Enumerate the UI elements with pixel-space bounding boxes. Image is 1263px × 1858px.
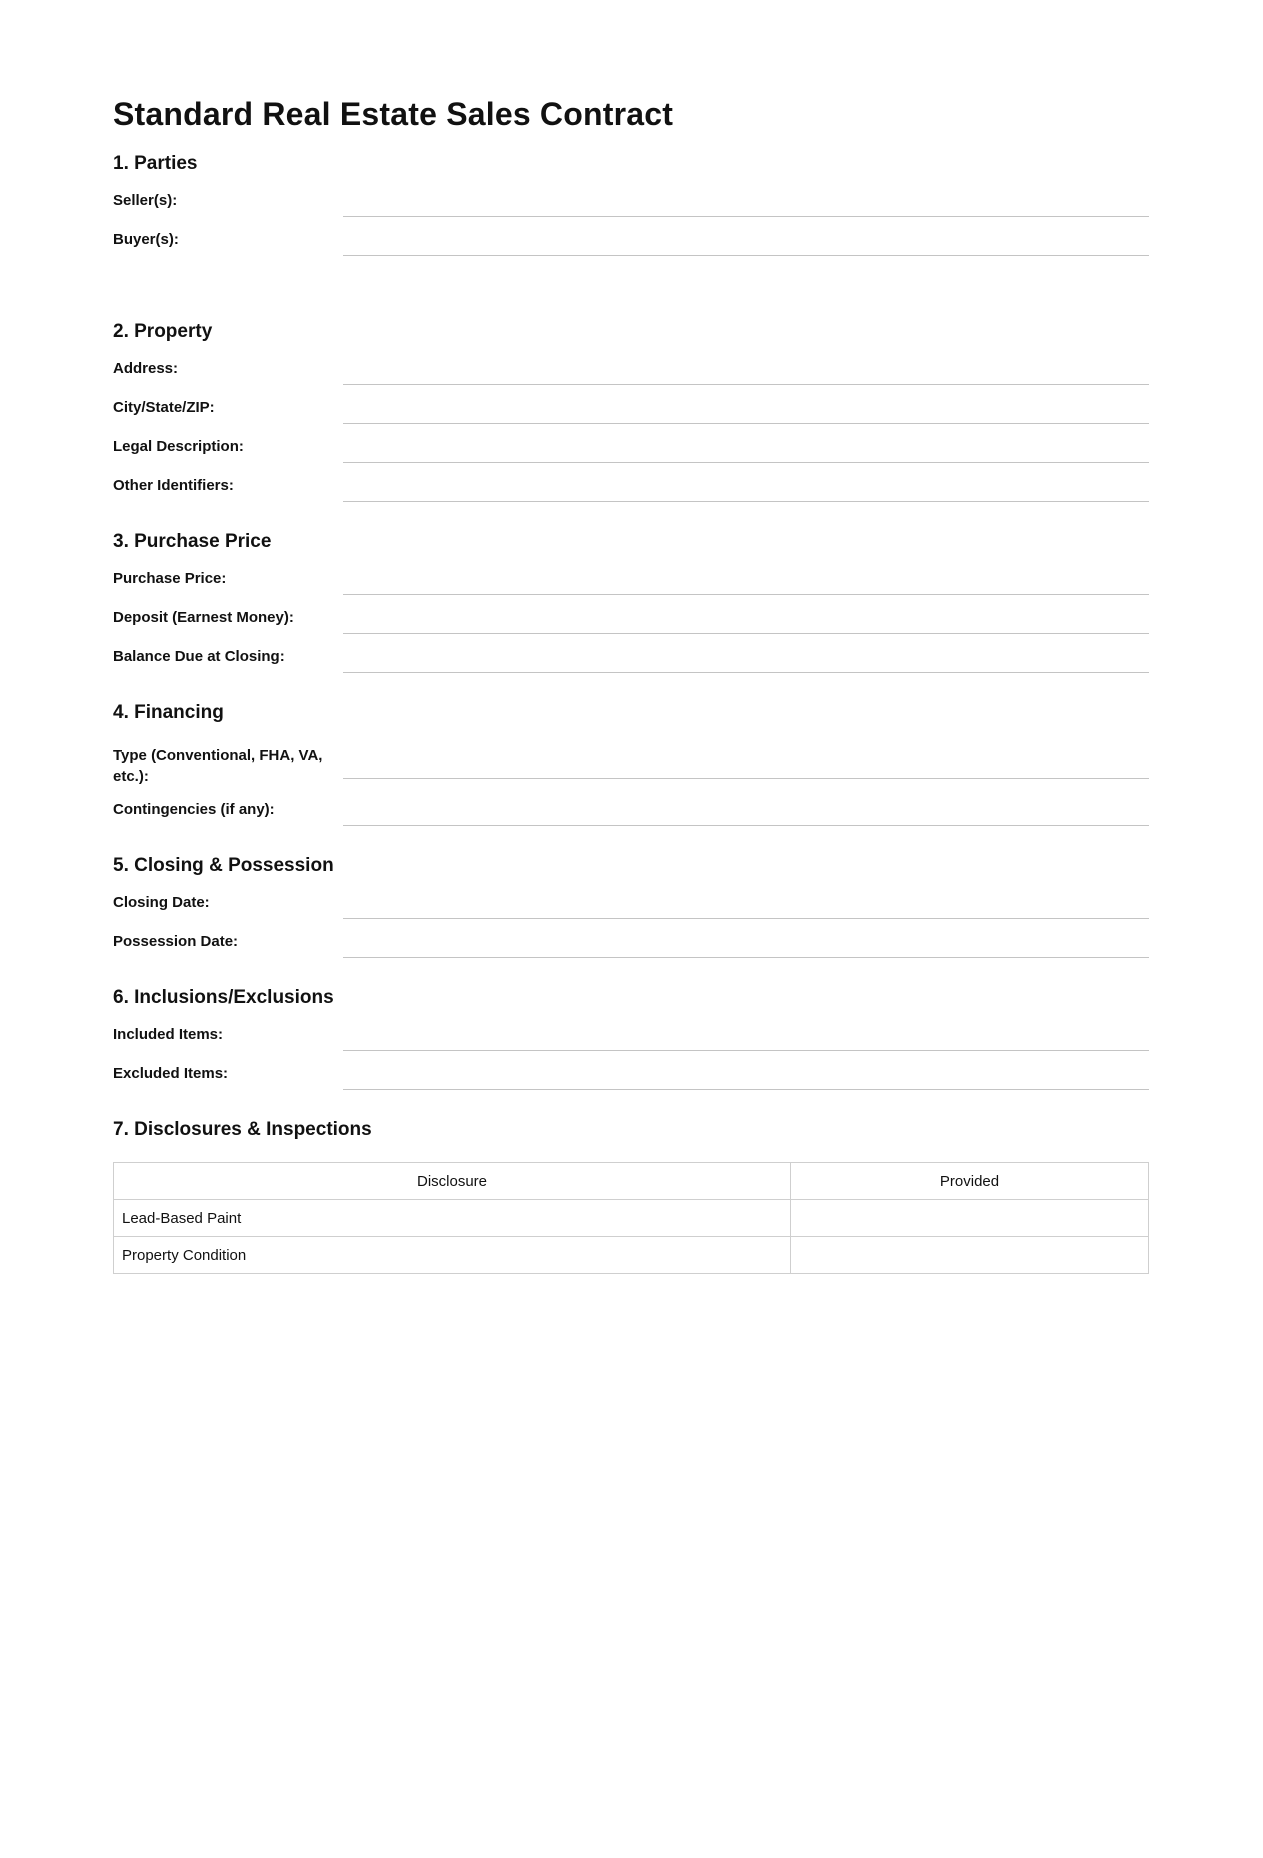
field-row-financing-type	[113, 727, 1149, 787]
field-label: Excluded Items:	[113, 1065, 229, 1082]
table-cell-provided[interactable]	[791, 1200, 1149, 1237]
possession-date-field[interactable]	[343, 957, 1149, 958]
section-closing	[113, 846, 1149, 958]
section-disclosures	[113, 1110, 1149, 1268]
section-purchase-price	[113, 522, 1149, 673]
field-label: Balance Due at Closing:	[113, 648, 285, 665]
spacer	[113, 673, 1149, 693]
section-heading: 3. Purchase Price	[113, 531, 272, 552]
disclosure-table-container	[113, 1162, 1149, 1268]
included-items-field[interactable]	[343, 1050, 1149, 1051]
field-label: Purchase Price:	[113, 570, 227, 587]
field-row-excluded-items	[113, 1051, 1149, 1090]
field-row-other-identifiers	[113, 463, 1149, 502]
table-row	[114, 1237, 1149, 1274]
address-field[interactable]	[343, 384, 1149, 385]
spacer	[113, 256, 1149, 312]
field-label: Buyer(s):	[113, 231, 179, 248]
field-label: Contingencies (if any):	[113, 801, 275, 818]
spacer	[113, 502, 1149, 522]
financing-type-field[interactable]	[343, 778, 1149, 779]
section-inclusions	[113, 978, 1149, 1090]
excluded-items-field[interactable]	[343, 1089, 1149, 1090]
section-heading: 1. Parties	[113, 153, 198, 174]
table-cell-provided[interactable]	[791, 1237, 1149, 1274]
spacer	[113, 826, 1149, 846]
field-row-deposit	[113, 595, 1149, 634]
other-identifiers-field[interactable]	[343, 501, 1149, 502]
field-label: City/State/ZIP:	[113, 399, 215, 416]
seller-field[interactable]	[343, 216, 1149, 217]
table-cell-disclosure: Lead-Based Paint	[114, 1200, 791, 1237]
section-heading: 7. Disclosures & Inspections	[113, 1119, 372, 1140]
column-header-disclosure: Disclosure	[114, 1163, 791, 1200]
contingencies-field[interactable]	[343, 825, 1149, 826]
field-row-possession-date	[113, 919, 1149, 958]
field-row-legal-description	[113, 424, 1149, 463]
deposit-field[interactable]	[343, 633, 1149, 634]
section-parties	[113, 144, 1149, 256]
column-header-provided: Provided	[791, 1163, 1149, 1200]
field-label: Possession Date:	[113, 933, 239, 950]
spacer	[113, 1090, 1149, 1110]
table-header-row	[114, 1163, 1149, 1200]
field-row-included-items	[113, 1012, 1149, 1051]
section-heading: 5. Closing & Possession	[113, 855, 334, 876]
field-row-seller	[113, 178, 1149, 217]
legal-description-field[interactable]	[343, 462, 1149, 463]
section-heading: 4. Financing	[113, 702, 224, 723]
purchase-price-field[interactable]	[343, 594, 1149, 595]
disclosure-table	[113, 1162, 1149, 1274]
spacer	[113, 958, 1149, 978]
field-row-closing-date	[113, 880, 1149, 919]
field-row-buyer	[113, 217, 1149, 256]
contract-page	[113, 94, 1149, 1268]
section-financing	[113, 693, 1149, 826]
field-row-purchase-price	[113, 556, 1149, 595]
field-row-address	[113, 346, 1149, 385]
field-label: Closing Date:	[113, 894, 210, 911]
table-cell-disclosure: Property Condition	[114, 1237, 791, 1274]
document-title: Standard Real Estate Sales Contract	[113, 96, 674, 132]
field-label: Seller(s):	[113, 192, 178, 209]
field-row-contingencies	[113, 787, 1149, 826]
section-property	[113, 312, 1149, 502]
section-heading: 2. Property	[113, 321, 213, 342]
buyer-field[interactable]	[343, 255, 1149, 256]
field-label: Legal Description:	[113, 438, 244, 455]
balance-due-field[interactable]	[343, 672, 1149, 673]
field-label: Deposit (Earnest Money):	[113, 609, 294, 626]
field-label: Address:	[113, 360, 179, 377]
closing-date-field[interactable]	[343, 918, 1149, 919]
field-label: Type (Conventional, FHA, VA, etc.):	[113, 747, 323, 785]
field-label: Included Items:	[113, 1026, 224, 1043]
section-heading: 6. Inclusions/Exclusions	[113, 987, 334, 1008]
field-label: Other Identifiers:	[113, 477, 234, 494]
field-row-city-state-zip	[113, 385, 1149, 424]
city-state-zip-field[interactable]	[343, 423, 1149, 424]
table-row	[114, 1200, 1149, 1237]
field-row-balance-due	[113, 634, 1149, 673]
